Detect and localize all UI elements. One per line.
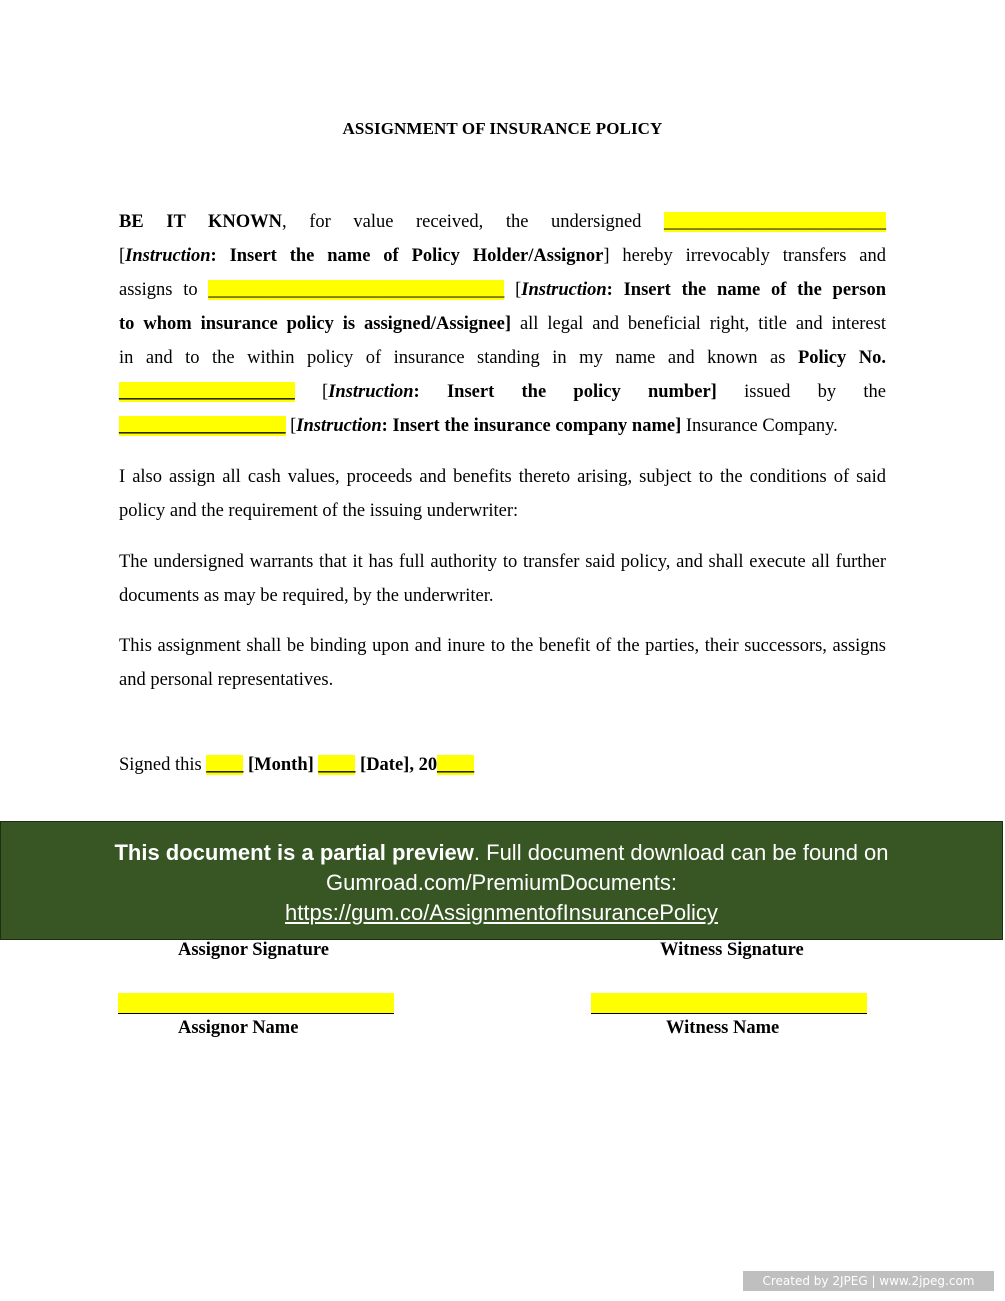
day-blank[interactable]: ____ (206, 755, 244, 775)
watermark: Created by 2JPEG | www.2jpeg.com (743, 1271, 994, 1291)
document-title: ASSIGNMENT OF INSURANCE POLICY (342, 119, 663, 138)
assignor-signature-label: Assignor Signature (178, 940, 329, 960)
cash-values-paragraph: I also assign all cash values, proceeds and benefits thereto arising, subject to the conditions of said policy and the requirement of the issuing underwriter: (119, 467, 886, 521)
date-blank[interactable]: ____ (318, 755, 356, 775)
assignment-paragraph: BE IT KNOWN, for value received, the undersigned ________________________ [Instruction: Insert the name of Policy Holder/Assignor] hereby irrevocably transfers and assigns to ________________________________ [Instruction: Insert the name of the person to whom insurance policy is assigned/Assignee] all legal and beneficial right, title and interest in and to the within policy of insurance standing in my name and known as Policy No. ___________________ [Instruction: Insert the policy number] issued by the __________________ [Instruction: Insert the insurance company name] Insurance Company. (119, 212, 886, 436)
download-link[interactable]: https://gum.co/AssignmentofInsurancePolicy (285, 900, 718, 925)
witness-name-label: Witness Name (666, 1018, 780, 1038)
banner-line2: Gumroad.com/PremiumDocuments: (326, 870, 677, 895)
authority-paragraph: The undersigned warrants that it has full authority to transfer said policy, and shall execute all further documents as may be required, by the underwriter. (119, 552, 886, 606)
signed-line: Signed this ____ [Month] ____ [Date], 20____ (119, 755, 475, 775)
witness-signature-label: Witness Signature (660, 940, 804, 960)
assignor-name-line[interactable] (118, 993, 394, 1014)
assignor-blank[interactable]: ________________________ (664, 212, 886, 232)
assignee-blank[interactable]: ________________________________ (208, 280, 505, 300)
policy-no-label: Policy No. (797, 348, 886, 368)
preview-banner: This document is a partial preview. Full document download can be found on Gumroad.com/PremiumDocuments: https://gum.co/AssignmentofInsurancePolicy (0, 821, 1003, 940)
witness-name-line[interactable] (591, 993, 867, 1014)
banner-bold-text: This document is a partial preview (114, 840, 474, 865)
policy-number-blank[interactable]: ___________________ (119, 382, 295, 402)
company-name-blank[interactable]: __________________ (119, 416, 286, 436)
be-it-known: BE IT KNOWN (119, 212, 283, 232)
year-blank[interactable]: ____ (437, 755, 475, 775)
binding-paragraph: This assignment shall be binding upon and inure to the benefit of the parties, their successors, assigns and personal representatives. (119, 636, 886, 690)
assignor-name-label: Assignor Name (178, 1018, 299, 1038)
